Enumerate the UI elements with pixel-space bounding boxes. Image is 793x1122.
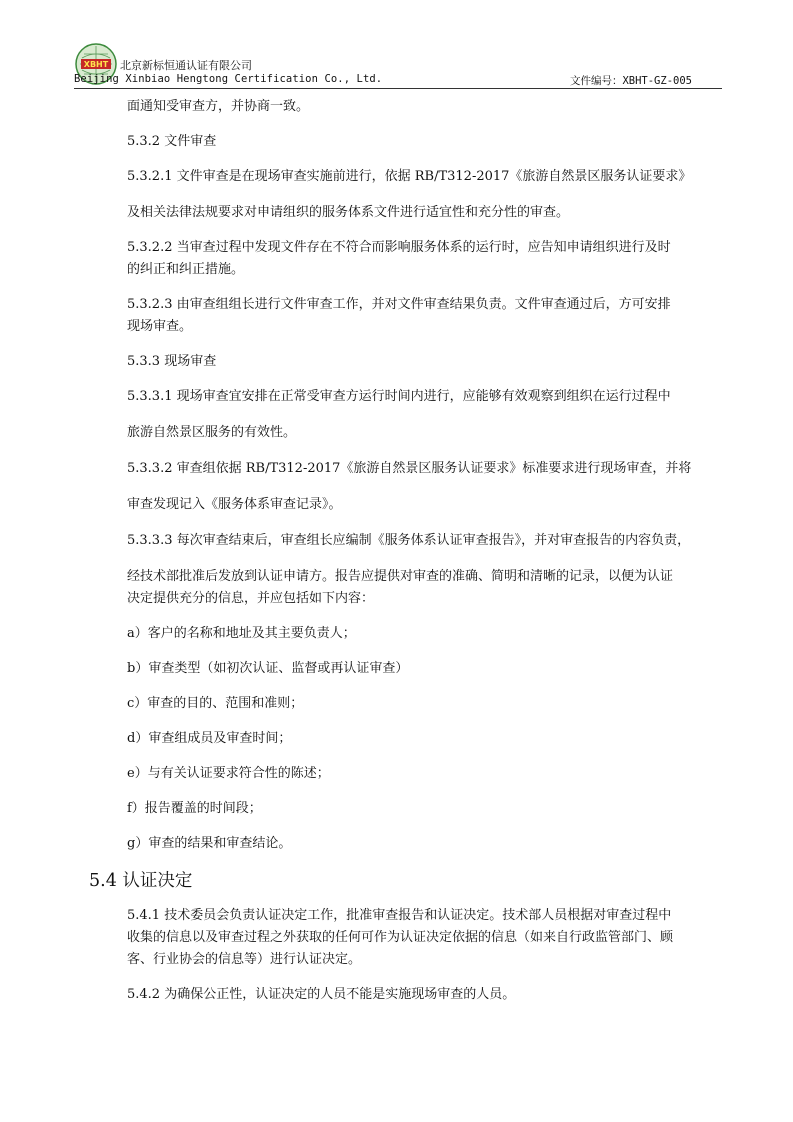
list-item: c）审查的目的、范围和准则； <box>127 696 304 711</box>
paragraph: 的纠正和纠正措施。 <box>127 262 245 277</box>
document-number: 文件编号：XBHT-GZ-005 <box>569 75 692 87</box>
paragraph: 5.3.3.3 每次审查结束后，审查组长应编制《服务体系认证审查报告》，并对审查报告的内容负责， <box>127 533 691 548</box>
paragraph: 收集的信息以及审查过程之外获取的任何可作为认证决定依据的信息（如来自行政监管部门、顾 <box>127 930 674 945</box>
section-title-5-3-3: 5.3.3 现场审查 <box>127 354 217 369</box>
list-item: b）审查类型（如初次认证、监督或再认证审查） <box>127 661 409 676</box>
paragraph: 5.3.2.2 当审查过程中发现文件存在不符合而影响服务体系的运行时，应告知申请组织进行及时 <box>127 240 671 255</box>
paragraph: 面通知受审查方，并协商一致。 <box>127 99 310 114</box>
paragraph: 审查发现记入《服务体系审查记录》。 <box>127 497 342 512</box>
list-item: e）与有关认证要求符合性的陈述； <box>127 766 330 781</box>
paragraph: 5.3.2.1 文件审查是在现场审查实施前进行，依据 RB/T312-2017《旅游自然景区服务认证要求》 <box>127 169 692 184</box>
header-divider <box>74 88 722 89</box>
section-heading-5-4: 5.4 认证决定 <box>89 871 193 891</box>
paragraph: 及相关法律法规要求对申请组织的服务体系文件进行适宜性和充分性的审查。 <box>127 205 570 220</box>
list-item: a）客户的名称和地址及其主要负责人； <box>127 626 356 641</box>
list-item: f）报告覆盖的时间段； <box>127 801 262 816</box>
paragraph: 5.3.3.1 现场审查宜安排在正常受审查方运行时间内进行，应能够有效观察到组织在运行过程中 <box>127 389 671 404</box>
logo-text: XBHT <box>83 60 109 69</box>
document-body <box>89 96 727 1006</box>
paragraph: 旅游自然景区服务的有效性。 <box>127 425 297 440</box>
list-item: g）审查的结果和审查结论。 <box>127 836 292 851</box>
paragraph: 客、行业协会的信息等）进行认证决定。 <box>127 952 362 967</box>
paragraph: 5.3.3.2 审查组依据 RB/T312-2017《旅游自然景区服务认证要求》标准要求进行现场审查，并将 <box>127 461 692 476</box>
paragraph: 5.4.2 为确保公正性，认证决定的人员不能是实施现场审查的人员。 <box>127 987 516 1002</box>
page-header <box>74 42 722 90</box>
list-item: d）审查组成员及审查时间； <box>127 731 292 746</box>
paragraph: 5.4.1 技术委员会负责认证决定工作，批准审查报告和认证决定。技术部人员根据对审查过程中 <box>127 908 672 923</box>
company-name-en: Beijing Xinbiao Hengtong Certification Co., Ltd. <box>74 73 383 85</box>
paragraph: 决定提供充分的信息，并应包括如下内容： <box>127 591 375 606</box>
paragraph: 5.3.2.3 由审查组组长进行文件审查工作，并对文件审查结果负责。文件审查通过后，方可安排 <box>127 297 671 312</box>
company-name-cn: 北京新标恒通认证有限公司 <box>120 59 252 72</box>
paragraph: 经技术部批准后发放到认证申请方。报告应提供对审查的准确、简明和清晰的记录，以便为认证 <box>127 569 674 584</box>
paragraph: 现场审查。 <box>127 319 193 334</box>
section-title-5-3-2: 5.3.2 文件审查 <box>127 134 217 149</box>
